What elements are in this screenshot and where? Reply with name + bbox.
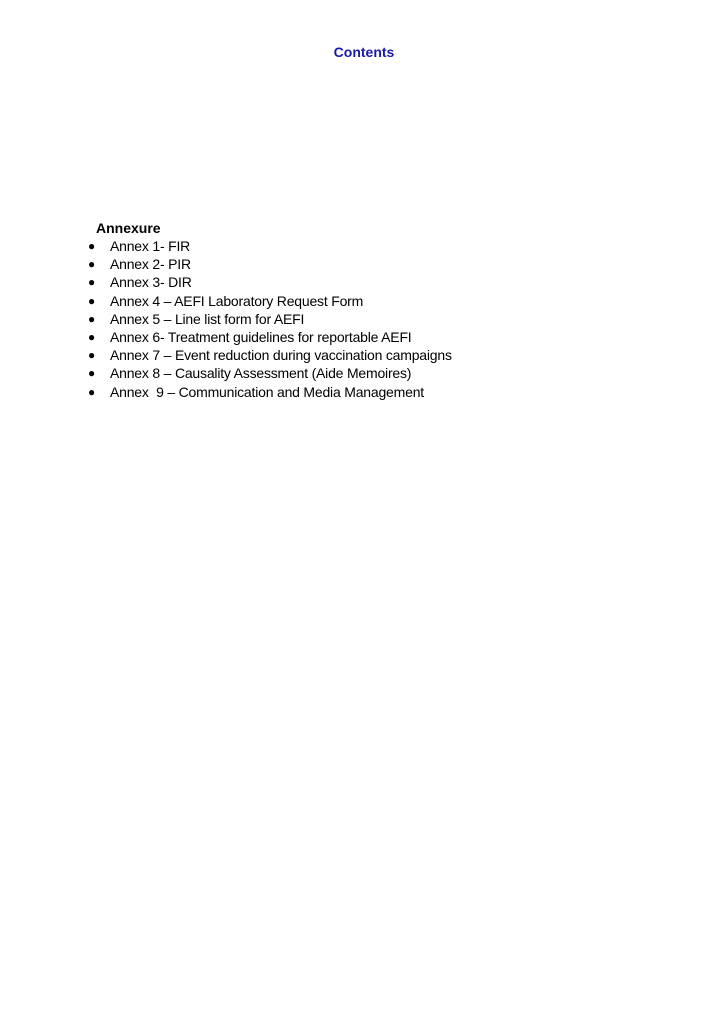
- list-item-label: Annex 3- DIR: [110, 274, 192, 291]
- list-item-annex-3: [86, 273, 686, 291]
- bullet-icon: ●: [88, 275, 96, 290]
- annexure-section: [86, 219, 686, 401]
- list-item-label: Annex 5 – Line list form for AEFI: [110, 310, 305, 327]
- list-item-annex-4: [86, 292, 686, 310]
- list-item-label: Annex 8 – Causality Assessment (Aide Memoires): [110, 365, 412, 382]
- list-item-annex-9: [86, 383, 686, 401]
- list-item-label: Annex 1- FIR: [110, 238, 191, 254]
- bullet-icon: ●: [88, 330, 96, 345]
- bullet-icon: ●: [88, 384, 96, 399]
- annexure-list: [86, 237, 686, 401]
- page-title: Contents: [333, 44, 395, 60]
- list-item-label: Annex 2- PIR: [110, 256, 191, 273]
- bullet-icon: ●: [88, 293, 96, 308]
- list-item-label: Annex 4 – AEFI Laboratory Request Form: [110, 292, 364, 309]
- list-item-label: Annex 6- Treatment guidelines for reportable AEFI: [110, 329, 412, 346]
- list-item-annex-1: [86, 237, 686, 255]
- list-item-label: Annex 9 – Communication and Media Management: [110, 383, 424, 400]
- list-item-annex-2: [86, 255, 686, 273]
- list-item-annex-5: [86, 310, 686, 328]
- bullet-icon: ●: [88, 257, 96, 272]
- bullet-icon: ●: [88, 366, 96, 381]
- annexure-heading: Annexure: [96, 220, 161, 236]
- list-item-annex-8: [86, 364, 686, 382]
- bullet-icon: ●: [88, 239, 96, 253]
- list-item-label: Annex 7 – Event reduction during vaccination campaigns: [110, 347, 452, 364]
- bullet-icon: ●: [88, 348, 96, 363]
- bullet-icon: ●: [88, 311, 96, 326]
- list-item-annex-6: [86, 328, 686, 346]
- list-item-annex-7: [86, 346, 686, 364]
